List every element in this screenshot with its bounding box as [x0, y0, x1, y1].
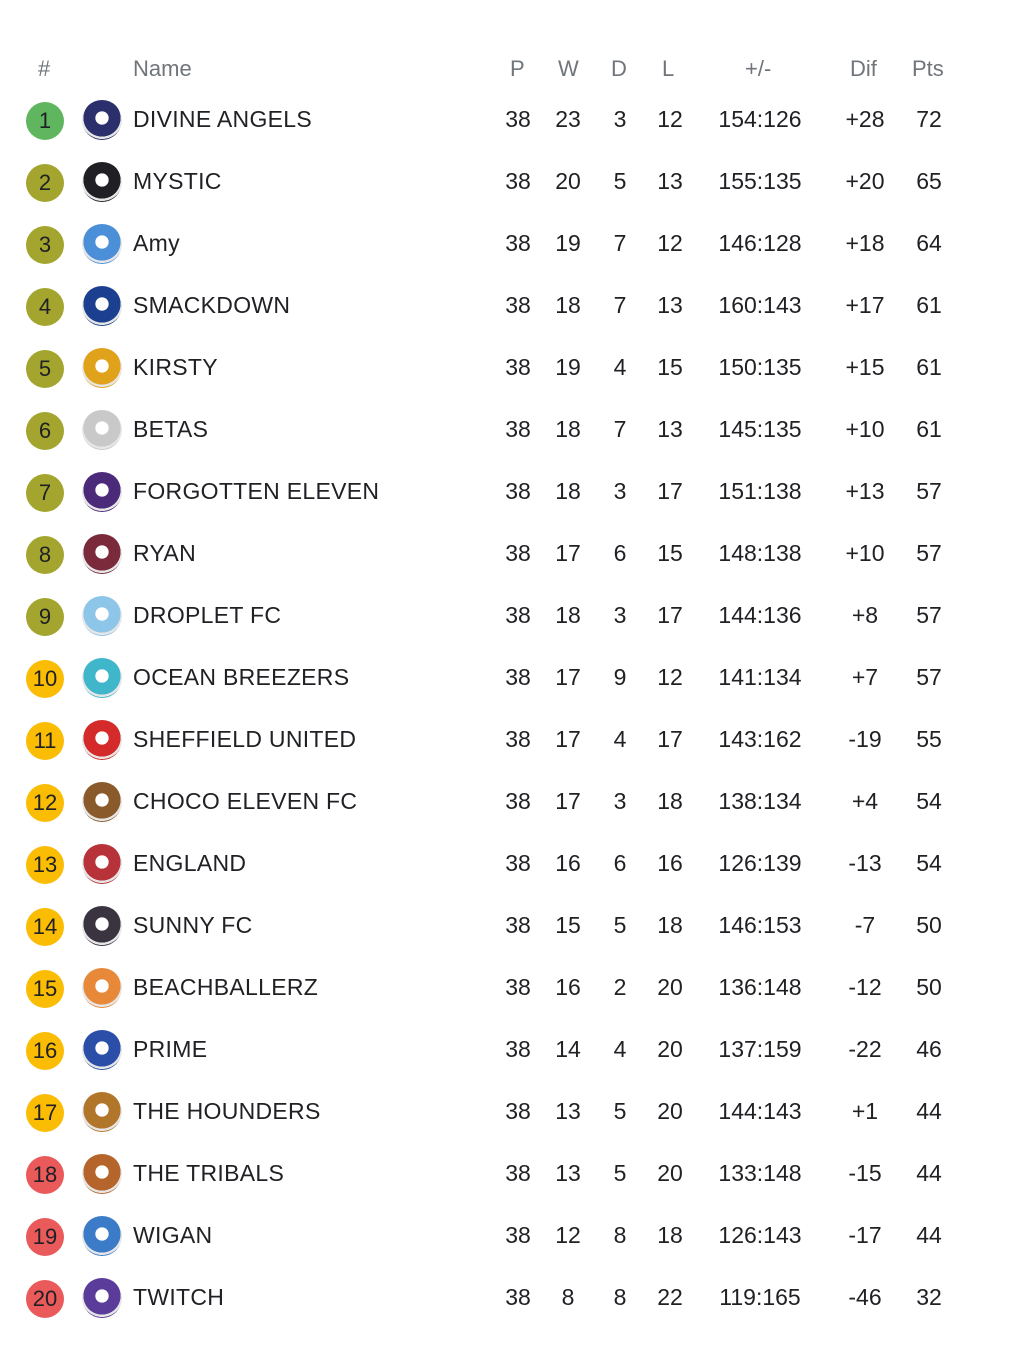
clock-logo: [82, 410, 122, 450]
lost-cell: 12: [657, 106, 683, 132]
goals-cell: 141:134: [718, 664, 802, 690]
won-cell: 16: [555, 974, 581, 1000]
rank-badge: 10: [26, 660, 64, 698]
team-name: BEACHBALLERZ: [133, 974, 319, 1000]
points-cell: 46: [916, 1036, 942, 1062]
team-name: THE HOUNDERS: [133, 1098, 321, 1124]
goals-cell: 144:143: [718, 1098, 802, 1124]
played-cell: 38: [505, 168, 531, 194]
goals-cell: 154:126: [718, 106, 802, 132]
points-cell: 44: [916, 1160, 942, 1186]
lost-cell: 20: [657, 974, 683, 1000]
table-row[interactable]: [0, 90, 1012, 152]
team-name: FORGOTTEN ELEVEN: [133, 478, 380, 504]
points-cell: 32: [916, 1284, 942, 1310]
drawn-cell: 3: [613, 788, 627, 814]
won-cell: 23: [555, 106, 581, 132]
goal-difference-cell: -7: [854, 912, 876, 938]
table-row[interactable]: [0, 1268, 1012, 1330]
team-name: SMACKDOWN: [133, 292, 291, 318]
drawn-cell: 9: [613, 664, 627, 690]
table-row[interactable]: [0, 772, 1012, 834]
header-goals: +/-: [745, 56, 772, 81]
lost-cell: 13: [657, 168, 683, 194]
rank-badge: 16: [26, 1032, 64, 1070]
goals-cell: 160:143: [718, 292, 802, 318]
drawn-cell: 4: [613, 1036, 627, 1062]
header-drawn: D: [611, 56, 627, 81]
ryan-shield-logo: [82, 534, 122, 574]
lost-cell: 13: [657, 292, 683, 318]
lost-cell: 20: [657, 1036, 683, 1062]
drawn-cell: 3: [613, 602, 627, 628]
table-row[interactable]: [0, 524, 1012, 586]
won-cell: 18: [555, 292, 581, 318]
goals-cell: 146:153: [718, 912, 802, 938]
goals-cell: 138:134: [718, 788, 802, 814]
played-cell: 38: [505, 602, 531, 628]
goal-difference-cell: -46: [848, 1284, 882, 1310]
drawn-cell: 7: [613, 292, 627, 318]
table-row[interactable]: [0, 1020, 1012, 1082]
droplet-logo: [82, 596, 122, 636]
won-cell: 17: [555, 726, 581, 752]
goals-cell: 146:128: [718, 230, 802, 256]
lost-cell: 13: [657, 416, 683, 442]
played-cell: 38: [505, 1222, 531, 1248]
goals-cell: 126:143: [718, 1222, 802, 1248]
won-cell: 15: [555, 912, 581, 938]
played-cell: 38: [505, 726, 531, 752]
drawn-cell: 5: [613, 1098, 627, 1124]
won-cell: 12: [555, 1222, 581, 1248]
played-cell: 38: [505, 230, 531, 256]
drawn-cell: 2: [613, 974, 627, 1000]
goal-difference-cell: +7: [851, 664, 879, 690]
played-cell: 38: [505, 1098, 531, 1124]
goal-difference-cell: -12: [848, 974, 882, 1000]
goals-cell: 143:162: [718, 726, 802, 752]
won-cell: 20: [555, 168, 581, 194]
chocolate-logo: [82, 782, 122, 822]
hound-crest-logo: [82, 1092, 122, 1132]
goal-difference-cell: +10: [845, 540, 885, 566]
goal-difference-cell: +4: [851, 788, 879, 814]
lost-cell: 17: [657, 478, 683, 504]
rank-badge: 17: [26, 1094, 64, 1132]
drawn-cell: 3: [613, 478, 627, 504]
rank-badge: 3: [26, 226, 64, 264]
tiger-crest-logo: [82, 1154, 122, 1194]
goals-cell: 155:135: [718, 168, 802, 194]
won-cell: 17: [555, 788, 581, 814]
rank-badge: 18: [26, 1156, 64, 1194]
lost-cell: 15: [657, 354, 683, 380]
played-cell: 38: [505, 912, 531, 938]
played-cell: 38: [505, 850, 531, 876]
won-cell: 17: [555, 664, 581, 690]
team-name: SUNNY FC: [133, 912, 253, 938]
won-cell: 13: [555, 1160, 581, 1186]
won-cell: 13: [555, 1098, 581, 1124]
team-name: DROPLET FC: [133, 602, 282, 628]
table-row[interactable]: [0, 1206, 1012, 1268]
lost-cell: 18: [657, 1222, 683, 1248]
rank-badge: 8: [26, 536, 64, 574]
played-cell: 38: [505, 788, 531, 814]
lost-cell: 22: [657, 1284, 683, 1310]
rank-badge: 12: [26, 784, 64, 822]
drawn-cell: 4: [613, 726, 627, 752]
header-won: W: [558, 56, 579, 81]
lost-cell: 20: [657, 1098, 683, 1124]
table-row[interactable]: [0, 152, 1012, 214]
drawn-cell: 8: [613, 1284, 627, 1310]
won-cell: 8: [561, 1284, 575, 1310]
points-cell: 65: [916, 168, 942, 194]
table-row[interactable]: [0, 338, 1012, 400]
mystic-badge-logo: [82, 162, 122, 202]
angel-crest-logo: [82, 100, 122, 140]
rank-badge: 5: [26, 350, 64, 388]
goal-difference-cell: -13: [848, 850, 882, 876]
played-cell: 38: [505, 974, 531, 1000]
team-name: WIGAN: [133, 1222, 213, 1248]
goal-difference-cell: +17: [845, 292, 885, 318]
rank-badge: 13: [26, 846, 64, 884]
rank-badge: 14: [26, 908, 64, 946]
goal-difference-cell: +13: [845, 478, 885, 504]
team-name: PRIME: [133, 1036, 208, 1062]
team-name: SHEFFIELD UNITED: [133, 726, 357, 752]
goal-difference-cell: +15: [845, 354, 885, 380]
drawn-cell: 7: [613, 230, 627, 256]
team-name: OCEAN BREEZERS: [133, 664, 350, 690]
table-row[interactable]: [0, 586, 1012, 648]
played-cell: 38: [505, 354, 531, 380]
rank-badge: 2: [26, 164, 64, 202]
table-row[interactable]: [0, 462, 1012, 524]
points-cell: 57: [916, 602, 942, 628]
drawn-cell: 5: [613, 168, 627, 194]
lost-cell: 12: [657, 664, 683, 690]
points-cell: 54: [916, 788, 942, 814]
table-row[interactable]: [0, 276, 1012, 338]
rank-badge: 19: [26, 1218, 64, 1256]
points-cell: 50: [916, 912, 942, 938]
rank-badge: 4: [26, 288, 64, 326]
goal-difference-cell: +20: [845, 168, 885, 194]
points-cell: 57: [916, 664, 942, 690]
blades-crest-logo: [82, 720, 122, 760]
rank-badge: 20: [26, 1280, 64, 1318]
points-cell: 61: [916, 416, 942, 442]
team-name: DIVINE ANGELS: [133, 106, 313, 132]
palm-beach-logo: [82, 658, 122, 698]
team-name: THE TRIBALS: [133, 1160, 285, 1186]
lost-cell: 16: [657, 850, 683, 876]
goal-difference-cell: +1: [851, 1098, 879, 1124]
goals-cell: 126:139: [718, 850, 802, 876]
lost-cell: 18: [657, 788, 683, 814]
table-row[interactable]: [0, 648, 1012, 710]
drawn-cell: 5: [613, 912, 627, 938]
drawn-cell: 6: [613, 540, 627, 566]
goals-cell: 144:136: [718, 602, 802, 628]
sun-face-logo: [82, 906, 122, 946]
points-cell: 44: [916, 1098, 942, 1124]
team-name: CHOCO ELEVEN FC: [133, 788, 358, 814]
drawn-cell: 5: [613, 1160, 627, 1186]
table-row[interactable]: [0, 1144, 1012, 1206]
globe-badge-logo: [82, 224, 122, 264]
goal-difference-cell: +28: [845, 106, 885, 132]
won-cell: 16: [555, 850, 581, 876]
header-name: Name: [133, 56, 192, 81]
played-cell: 38: [505, 664, 531, 690]
rank-badge: 6: [26, 412, 64, 450]
drawn-cell: 7: [613, 416, 627, 442]
lost-cell: 12: [657, 230, 683, 256]
header-lost: L: [662, 56, 675, 81]
wigan-athletic-logo: [82, 1216, 122, 1256]
prime-shield-logo: [82, 1030, 122, 1070]
goals-cell: 119:165: [719, 1284, 801, 1310]
goals-cell: 150:135: [718, 354, 802, 380]
goal-difference-cell: -15: [848, 1160, 882, 1186]
team-name: KIRSTY: [133, 354, 218, 380]
won-cell: 19: [555, 230, 581, 256]
drawn-cell: 8: [613, 1222, 627, 1248]
team-name: TWITCH: [133, 1284, 225, 1310]
points-cell: 54: [916, 850, 942, 876]
rank-badge: 15: [26, 970, 64, 1008]
table-row[interactable]: [0, 834, 1012, 896]
won-cell: 17: [555, 540, 581, 566]
table-row[interactable]: [0, 958, 1012, 1020]
won-cell: 18: [555, 478, 581, 504]
points-cell: 61: [916, 354, 942, 380]
points-cell: 57: [916, 540, 942, 566]
points-cell: 50: [916, 974, 942, 1000]
points-cell: 57: [916, 478, 942, 504]
points-cell: 72: [916, 106, 942, 132]
header-points: Pts: [912, 56, 944, 81]
goal-difference-cell: +18: [845, 230, 885, 256]
team-name: Amy: [133, 230, 180, 256]
goals-cell: 137:159: [718, 1036, 802, 1062]
table-row[interactable]: [0, 400, 1012, 462]
played-cell: 38: [505, 292, 531, 318]
rank-badge: 7: [26, 474, 64, 512]
won-cell: 14: [555, 1036, 581, 1062]
twitch-crest-logo: [82, 1278, 122, 1318]
played-cell: 38: [505, 540, 531, 566]
rank-badge: 1: [26, 102, 64, 140]
goal-difference-cell: -19: [848, 726, 882, 752]
goals-cell: 136:148: [718, 974, 802, 1000]
played-cell: 38: [505, 416, 531, 442]
goal-difference-cell: -22: [848, 1036, 882, 1062]
smackdown-shield-logo: [82, 286, 122, 326]
header-goal-difference: Dif: [850, 56, 877, 81]
won-cell: 18: [555, 416, 581, 442]
played-cell: 38: [505, 1036, 531, 1062]
header-played: P: [510, 56, 525, 81]
team-name: BETAS: [133, 416, 209, 442]
won-cell: 19: [555, 354, 581, 380]
kirsty-badge-logo: [82, 348, 122, 388]
lost-cell: 17: [657, 602, 683, 628]
lost-cell: 20: [657, 1160, 683, 1186]
points-cell: 61: [916, 292, 942, 318]
drawn-cell: 3: [613, 106, 627, 132]
won-cell: 18: [555, 602, 581, 628]
goal-difference-cell: +10: [845, 416, 885, 442]
points-cell: 55: [916, 726, 942, 752]
points-cell: 64: [916, 230, 942, 256]
eleven-crest-logo: [82, 472, 122, 512]
lost-cell: 18: [657, 912, 683, 938]
played-cell: 38: [505, 1160, 531, 1186]
goals-cell: 133:148: [718, 1160, 802, 1186]
goal-difference-cell: -17: [848, 1222, 882, 1248]
table-header: [0, 52, 1012, 86]
goals-cell: 148:138: [718, 540, 802, 566]
points-cell: 44: [916, 1222, 942, 1248]
lost-cell: 17: [657, 726, 683, 752]
table-row[interactable]: [0, 896, 1012, 958]
drawn-cell: 6: [613, 850, 627, 876]
goals-cell: 151:138: [718, 478, 802, 504]
england-crest-logo: [82, 844, 122, 884]
lost-cell: 15: [657, 540, 683, 566]
rank-badge: 9: [26, 598, 64, 636]
header-rank: #: [38, 56, 51, 81]
team-name: MYSTIC: [133, 168, 222, 194]
played-cell: 38: [505, 478, 531, 504]
played-cell: 38: [505, 1284, 531, 1310]
team-name: RYAN: [133, 540, 196, 566]
goals-cell: 145:135: [718, 416, 802, 442]
drawn-cell: 4: [613, 354, 627, 380]
table-row[interactable]: [0, 214, 1012, 276]
table-row[interactable]: [0, 710, 1012, 772]
team-name: ENGLAND: [133, 850, 247, 876]
played-cell: 38: [505, 106, 531, 132]
goal-difference-cell: +8: [851, 602, 879, 628]
rank-badge: 11: [26, 722, 64, 760]
beach-ball-logo: [82, 968, 122, 1008]
table-row[interactable]: [0, 1082, 1012, 1144]
